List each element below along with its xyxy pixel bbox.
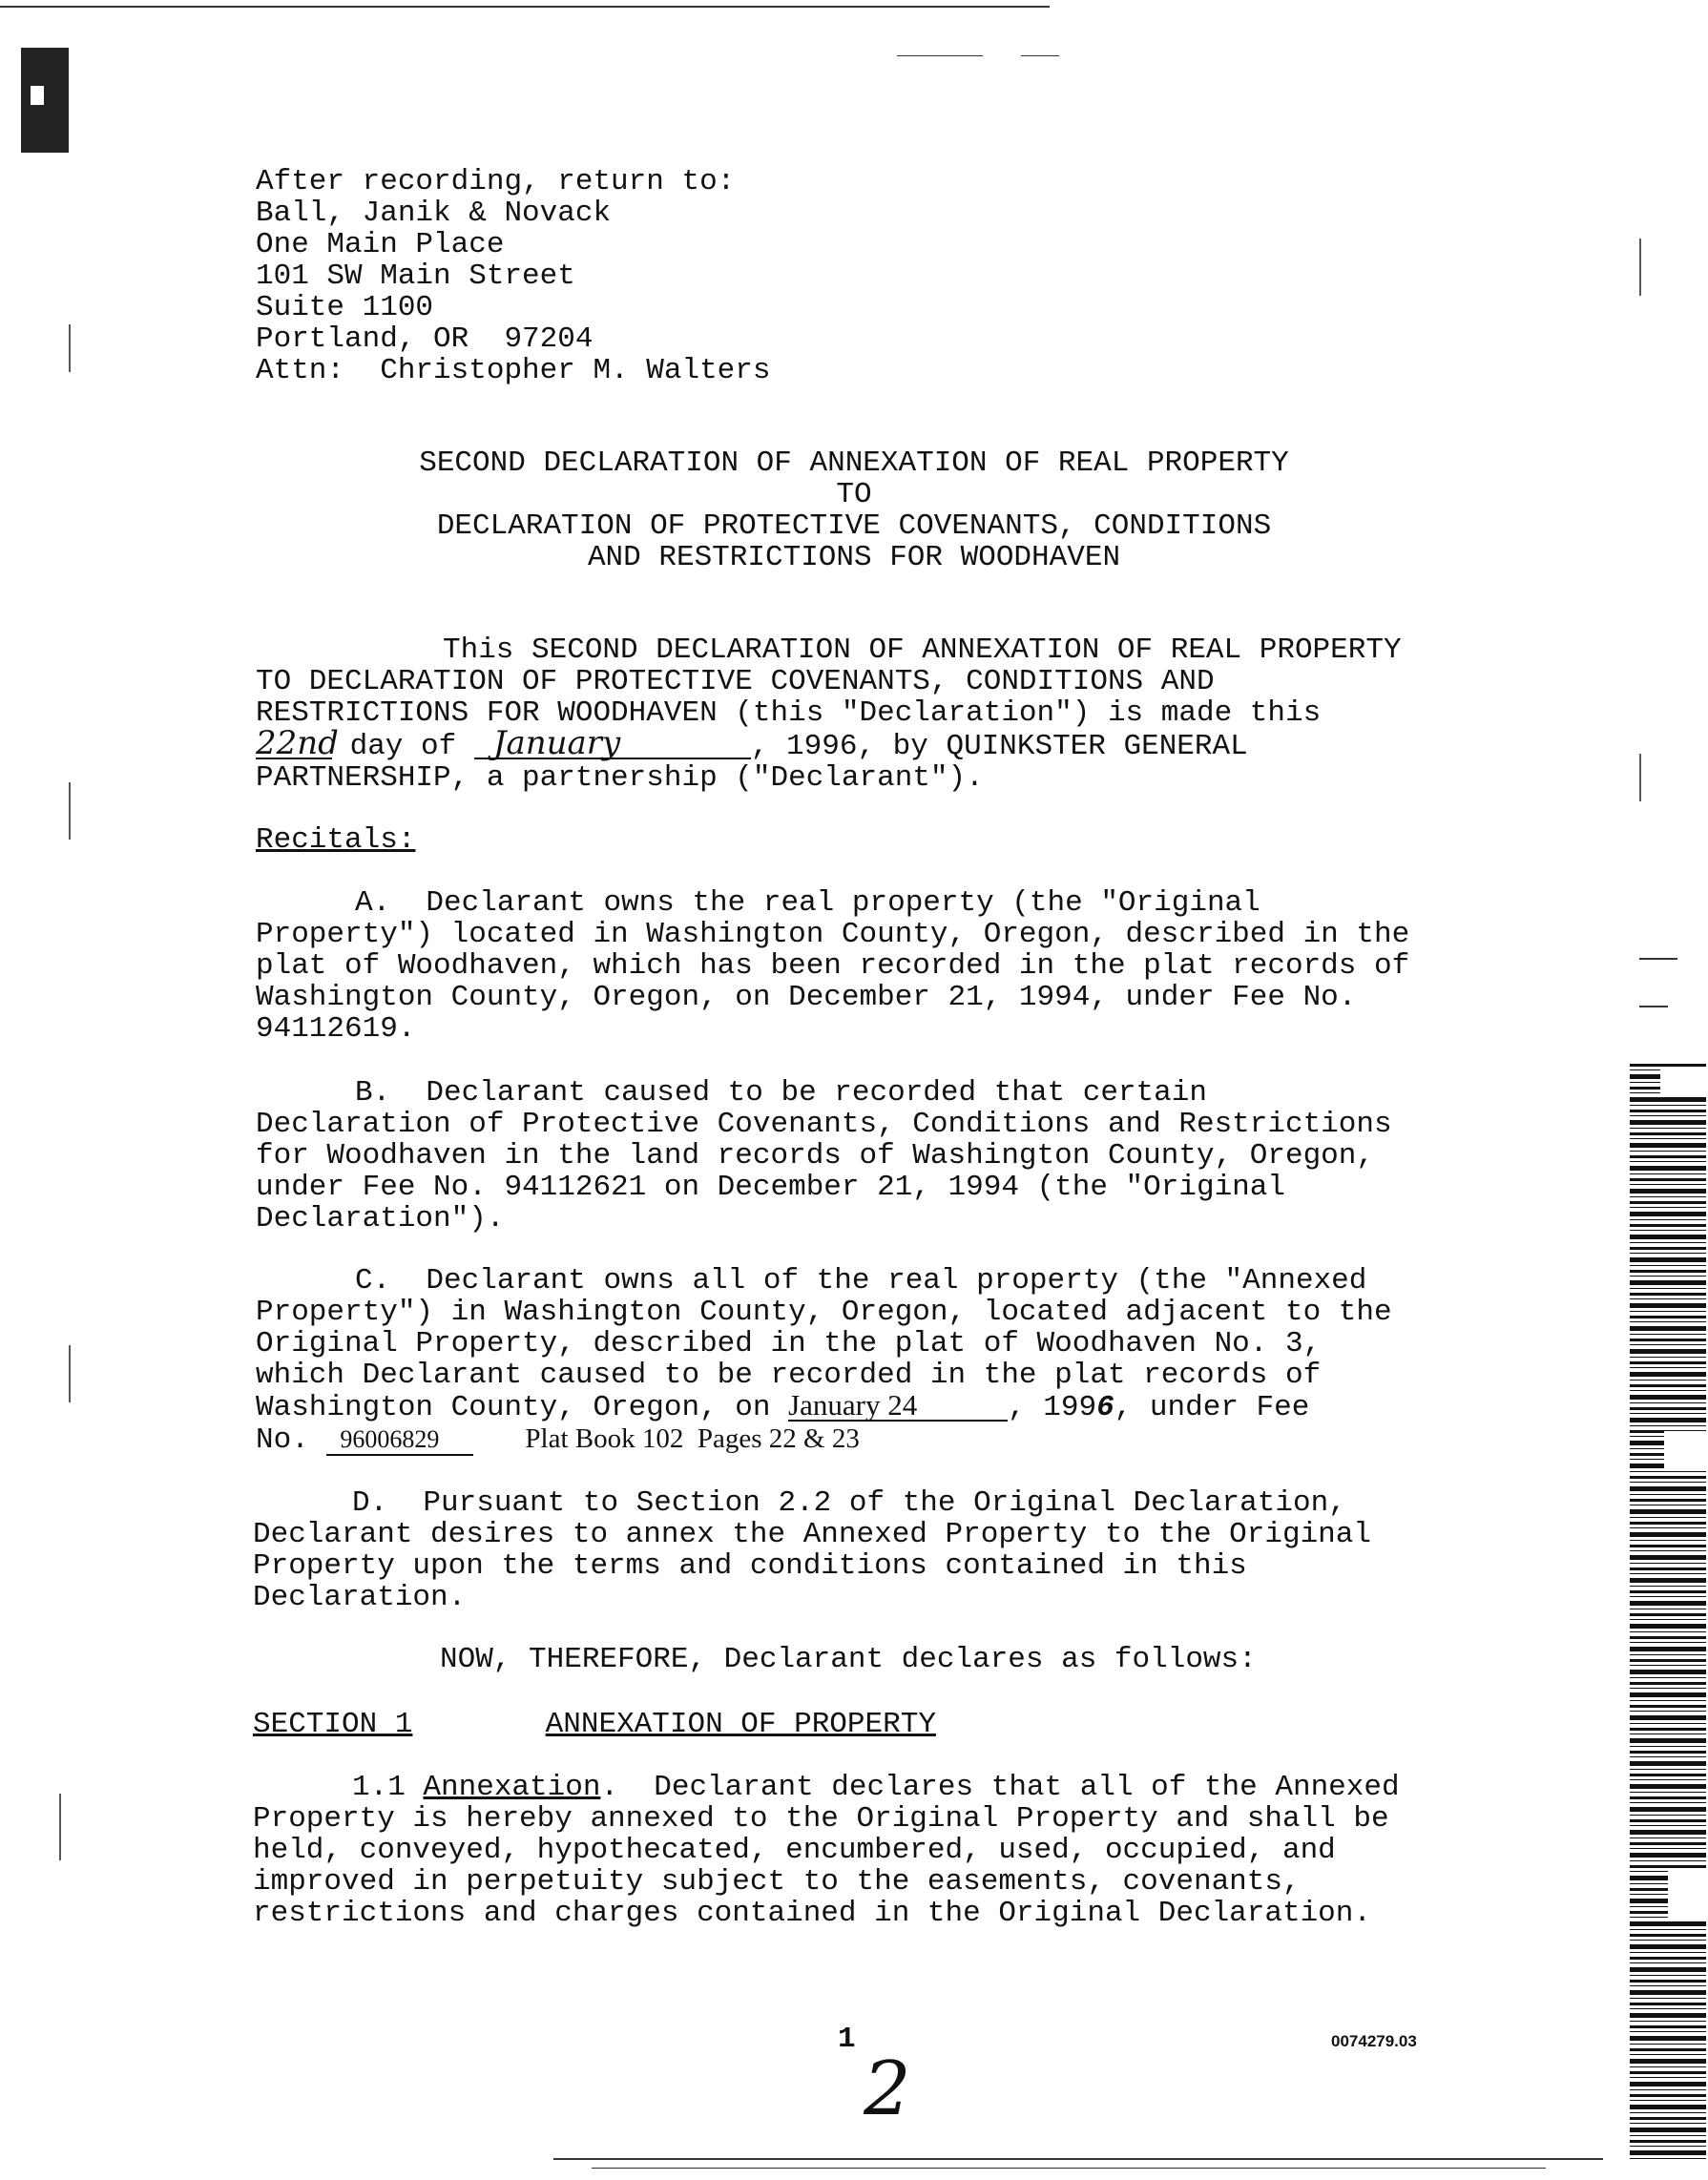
scan-margin-tick — [1639, 754, 1641, 801]
clause-heading: Annexation — [423, 1771, 601, 1804]
intro-paragraph — [256, 634, 1402, 794]
scan-margin-tick — [69, 1345, 71, 1402]
handwritten-page-number: 2 — [864, 2046, 911, 2132]
scan-dash — [897, 55, 983, 56]
intro-line: RESTRICTIONS FOR WOODHAVEN (this "Declaration") is made this — [256, 696, 1322, 730]
recital-line: Property") located in Washington County, Oregon, described in the — [256, 918, 1410, 951]
page-number: 1 — [838, 2023, 856, 2056]
recital-c — [256, 1265, 1392, 1456]
intro-date-rest: , 1996, by QUINKSTER GENERAL — [750, 730, 1248, 763]
recital-line: Property upon the terms and conditions contained in this — [253, 1549, 1247, 1583]
recital-line: Declarant desires to annex the Annexed Property to the Original — [253, 1518, 1371, 1551]
clause-line: improved in perpetuity subject to the easements, covenants, — [253, 1865, 1301, 1899]
return-line: Attn: Christopher M. Walters — [256, 354, 771, 387]
scan-barcode-gap — [1664, 1431, 1706, 1469]
recorded-date: January 24 — [788, 1391, 1008, 1422]
recital-line: D. Pursuant to Section 2.2 of the Original Declaration, — [352, 1486, 1346, 1520]
recital-d — [253, 1487, 1371, 1613]
scan-margin-tick — [69, 324, 71, 372]
year-correction: 6 — [1096, 1391, 1114, 1424]
scan-margin-dash — [1639, 1006, 1668, 1007]
scan-bottom-edge — [553, 2158, 1603, 2160]
handwritten-month: January — [474, 729, 751, 759]
scan-barcode-gap — [1660, 1069, 1706, 1097]
clause-line: Property is hereby annexed to the Original Property and shall be — [253, 1802, 1389, 1836]
return-address-block — [256, 166, 771, 386]
recital-line: for Woodhaven in the land records of Washington County, Oregon, — [256, 1139, 1374, 1173]
scan-bottom-edge — [592, 2168, 1546, 2169]
return-line: Portland, OR 97204 — [256, 322, 594, 356]
intro-line: PARTNERSHIP, a partnership ("Declarant"). — [256, 761, 984, 795]
scan-margin-tick — [1639, 239, 1641, 296]
recital-c-prefix: Washington County, Oregon, on — [256, 1391, 789, 1424]
now-therefore-statement: NOW, THEREFORE, Declarant declares as follows: — [440, 1643, 1257, 1676]
scan-black-mark — [21, 48, 69, 153]
recital-c-year: , 199 — [1008, 1391, 1097, 1424]
section-title: ANNEXATION OF PROPERTY — [545, 1708, 936, 1741]
recital-line: Declaration"). — [256, 1202, 505, 1235]
handwritten-day: 22nd — [256, 724, 339, 762]
recital-line: B. Declarant caused to be recorded that certain — [355, 1076, 1207, 1110]
intro-date-line — [256, 724, 1402, 763]
clause-line: restrictions and charges contained in the Original Declaration. — [253, 1897, 1371, 1930]
intro-line: TO DECLARATION OF PROTECTIVE COVENANTS, CONDITIONS AND — [256, 665, 1215, 698]
recital-line: Original Property, described in the plat of Woodhaven No. 3, — [256, 1327, 1322, 1360]
recital-a — [256, 887, 1409, 1045]
recital-line: A. Declarant owns the real property (the "Original — [355, 886, 1260, 920]
return-line: 101 SW Main Street — [256, 260, 575, 293]
plat-book-reference: Plat Book 102 Pages 22 & 23 — [525, 1423, 860, 1454]
recital-line: Property") in Washington County, Oregon, located adjacent to the — [256, 1296, 1392, 1329]
day-of-text: day of — [332, 730, 474, 763]
scan-mark-notch — [31, 86, 44, 105]
scan-edge-barcode — [1630, 1064, 1706, 2161]
title-line: AND RESTRICTIONS FOR WOODHAVEN — [587, 541, 1121, 574]
return-line: Ball, Janik & Novack — [256, 197, 612, 230]
document-code: 0074279.03 — [1331, 2032, 1417, 2050]
recital-line: under Fee No. 94112621 on December 21, 1994 (the "Original — [256, 1171, 1285, 1204]
scan-margin-tick — [59, 1794, 61, 1860]
recital-line: plat of Woodhaven, which has been recorded in the plat records of — [256, 949, 1410, 983]
clause-1-1 — [253, 1772, 1400, 1929]
section-1-heading — [253, 1709, 936, 1740]
clause-first-rest: . Declarant declares that all of the Annexed — [600, 1771, 1400, 1804]
return-line: Suite 1100 — [256, 291, 434, 324]
intro-line: This SECOND DECLARATION OF ANNEXATION OF REAL PROPERTY — [443, 633, 1402, 667]
clause-first-line — [253, 1772, 1400, 1803]
recital-line: C. Declarant owns all of the real property (the "Annexed — [355, 1264, 1367, 1298]
scan-margin-tick — [69, 782, 71, 840]
no-label: No. — [256, 1423, 327, 1457]
title-line: SECOND DECLARATION OF ANNEXATION OF REAL PROPERTY — [419, 446, 1289, 480]
clause-line: held, conveyed, hypothecated, encumbered, used, occupied, and — [253, 1834, 1336, 1867]
section-number: SECTION 1 — [253, 1708, 413, 1741]
scan-dash — [1021, 55, 1059, 56]
fee-number-line — [256, 1423, 1392, 1456]
recital-line: which Declarant caused to be recorded in the plat records of — [256, 1359, 1322, 1392]
fee-number: 96006829 — [326, 1425, 473, 1456]
recital-date-line — [256, 1388, 1392, 1424]
recitals-heading: Recitals: — [256, 823, 416, 857]
document-title — [286, 447, 1422, 573]
scan-barcode-gap — [1668, 1870, 1706, 1918]
title-line: TO — [836, 478, 872, 511]
recital-line: 94112619. — [256, 1012, 416, 1046]
title-line: DECLARATION OF PROTECTIVE COVENANTS, CONDITIONS — [436, 509, 1272, 543]
recital-line: Declaration. — [253, 1581, 467, 1614]
clause-number: 1.1 — [352, 1771, 424, 1804]
recital-line: Declaration of Protective Covenants, Conditions and Restrictions — [256, 1108, 1392, 1141]
recital-line: Washington County, Oregon, on December 21, 1994, under Fee No. — [256, 981, 1357, 1014]
recital-c-suffix: , under Fee — [1114, 1391, 1310, 1424]
scan-margin-dash — [1639, 958, 1677, 960]
recital-b — [256, 1077, 1392, 1235]
return-line: After recording, return to: — [256, 165, 736, 198]
return-line: One Main Place — [256, 228, 505, 261]
scan-top-edge — [0, 6, 1050, 8]
